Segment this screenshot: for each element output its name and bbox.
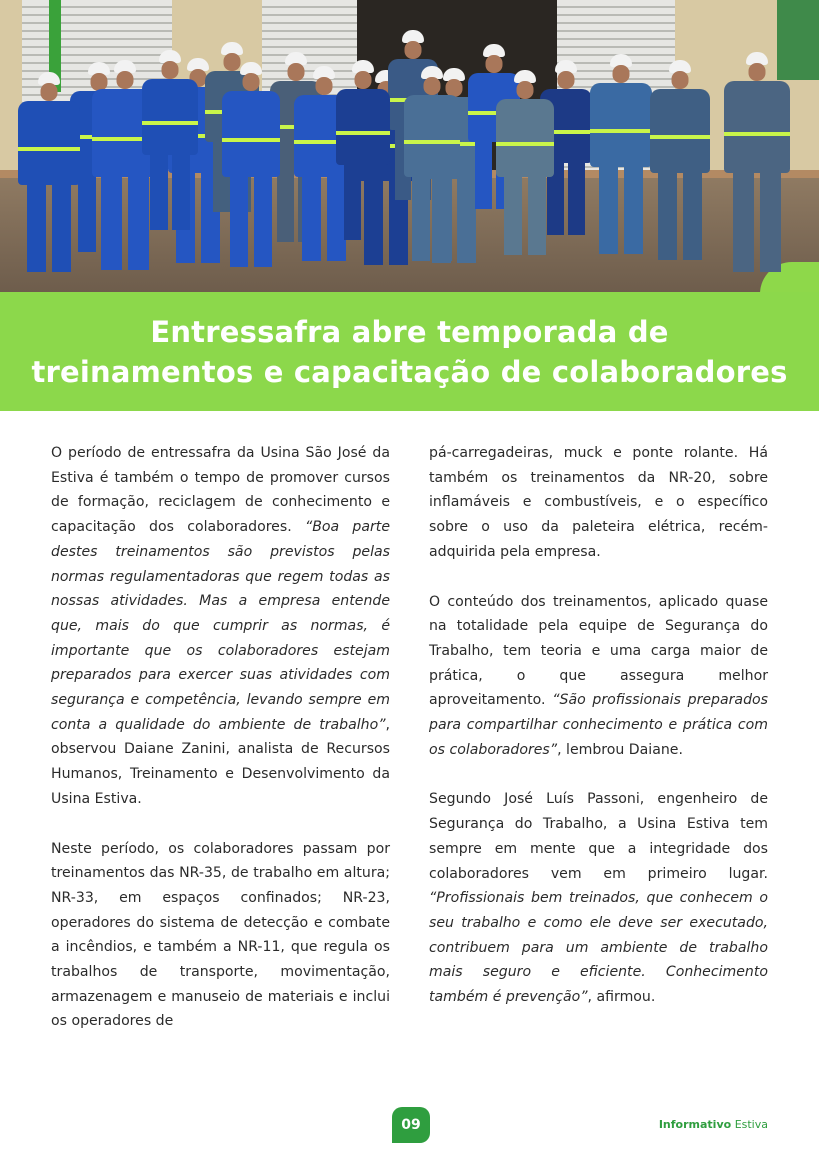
worker-figure bbox=[590, 54, 652, 254]
worker-figure bbox=[222, 62, 280, 267]
left-column bbox=[51, 441, 390, 1059]
worker-figure bbox=[18, 72, 80, 272]
quote: “Boa parte destes treinamentos são previstos pelas normas regulamentadoras que regem todas as nossas atividades. Mas a empresa entende que, mais do que cumprir as normas, é importante que os colaboradores estejam preparados para exercer suas atividades com segurança e competência, levando sempre em conta a qualidade do ambiente de trabalho” bbox=[51, 519, 390, 733]
right-column bbox=[429, 441, 768, 1035]
page-number: 09 bbox=[392, 1107, 430, 1143]
worker-figure bbox=[404, 66, 460, 261]
paragraph: Neste período, os colaboradores passam por treinamentos das NR-35, de trabalho em altura; NR-33, em espaços confinados; NR-23, operadores do sistema de detecção e combate a incêndios, e também a NR-11, que regula os trabalhos de transporte, movimentação, armazenagem e manuseio de materiais e inclui os operadores de bbox=[51, 840, 390, 1030]
article-title-line1: Entressafra abre temporada de bbox=[150, 314, 669, 349]
group-photo bbox=[0, 0, 819, 292]
paragraph: O conteúdo dos treinamentos, aplicado quase na totalidade pela equipe de Segurança do Trabalho, tem teoria e uma carga maior de prática, o que assegura melhor aproveitamento. “São profissionais preparados para compartilhar conhecimento e prática com os colaboradores”, lembrou Daiane. bbox=[429, 593, 768, 758]
article-title-line2: treinamentos e capacitação de colaboradores bbox=[31, 354, 788, 389]
title-banner bbox=[0, 292, 819, 411]
quote: “São profissionais preparados para compartilhar conhecimento e prática com os colaboradores” bbox=[429, 692, 768, 758]
article-title bbox=[31, 312, 787, 392]
worker-figure bbox=[724, 52, 790, 272]
paragraph: pá-carregadeiras, muck e ponte rolante. Há também os treinamentos da NR-20, sobre inflamáveis e combustíveis, e o específico sobre o uso da paleteira elétrica, recém-adquirida pela empresa. bbox=[429, 445, 768, 560]
paragraph: O período de entressafra da Usina São José da Estiva é também o tempo de promover cursos de formação, reciclagem de conhecimento e capacitação dos colaboradores. “Boa parte destes treinamentos são previstos pelas normas regulamentadoras que regem todas as nossas atividades. Mas a empresa entende que, mais do que cumprir as normas, é importante que os colaboradores estejam preparados para exercer suas atividades com segurança e competência, levando sempre em conta a qualidade do ambiente de trabalho”, observou Daiane Zanini, analista de Recursos Humanos, Treinamento e Desenvolvimento da Usina Estiva. bbox=[51, 445, 390, 807]
publication-name: Informativo Estiva bbox=[658, 1118, 768, 1131]
worker-figure bbox=[496, 70, 554, 255]
worker-figure bbox=[142, 50, 198, 230]
quote: “Profissionais bem treinados, que conhecem o seu trabalho e como ele deve ser executado, contribuem para um ambiente de trabalho mais seguro e eficiente. Conhecimento também é prevenção” bbox=[429, 890, 768, 1006]
worker-figure bbox=[650, 60, 710, 260]
paragraph: Segundo José Luís Passoni, engenheiro de Segurança do Trabalho, a Usina Estiva tem sempre em mente que a integridade dos colaboradores vem em primeiro lugar. “Profissionais bem treinados, que conhecem o seu trabalho e como ele deve ser executado, contribuem para um ambiente de trabalho mais seguro e eficiente. Conhecimento também é prevenção”, afirmou. bbox=[429, 791, 768, 1006]
worker-figure bbox=[336, 60, 390, 240]
